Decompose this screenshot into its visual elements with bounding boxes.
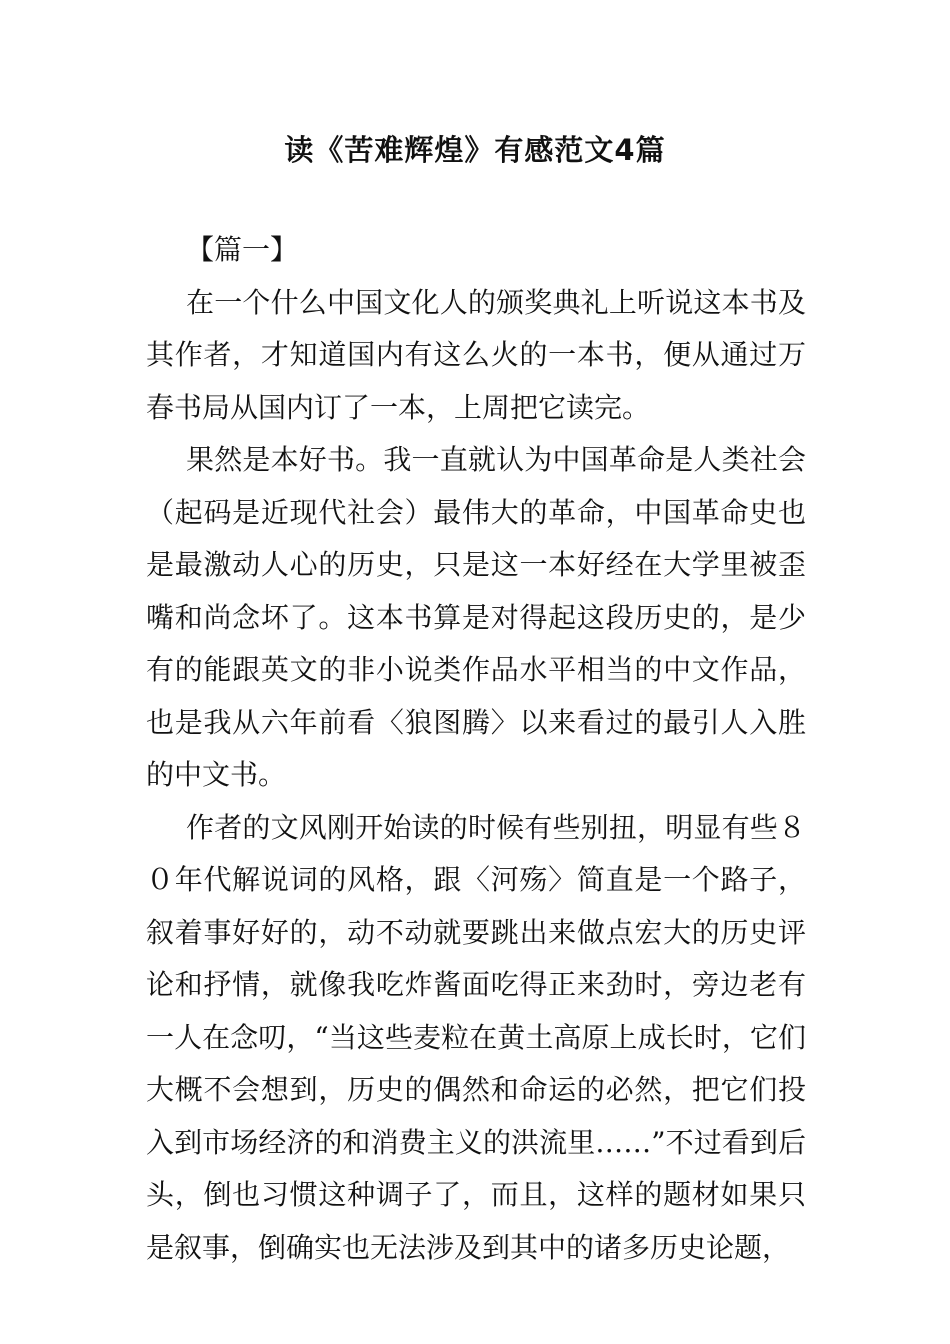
section-label: 【篇一】 <box>186 233 299 266</box>
paragraph-3: 作者的文风刚开始读的时候有些别扭，明显有些８０年代解说词的风格，跟〈河殇〉简直是一个路子，叙着事好好的，动不动就要跳出来做点宏大的历史评论和抒情，就像我吃炸酱面吃得正来劲时，旁边老有一人在念叨，“当这些麦粒在黄土高原上成长时，它们大概不会想到，历史的偶然和命运的必然，把它们投入到市场经济的和消费主义的洪流里……”不过看到后头，倒也习惯这种调子了，而且，这样的题材如果只是叙事，倒确实也无法涉及到其中的诸多历史论题， <box>146 810 806 1264</box>
document-body <box>146 224 806 1274</box>
paragraph-1: 在一个什么中国文化人的颁奖典礼上听说这本书及其作者，才知道国内有这么火的一本书，便从通过万春书局从国内订了一本，上周把它读完。 <box>146 285 806 424</box>
paragraph-2: 果然是本好书。我一直就认为中国革命是人类社会（起码是近现代社会）最伟大的革命，中国革命史也是最激动人心的历史，只是这一本好经在大学里被歪嘴和尚念坏了。这本书算是对得起这段历史的，是少有的能跟英文的非小说类作品水平相当的中文作品，也是我从六年前看〈狼图腾〉以来看过的最引人入胜的中文书。 <box>146 443 806 791</box>
document-title: 读《苦难辉煌》有感范文4篇 <box>284 133 666 167</box>
